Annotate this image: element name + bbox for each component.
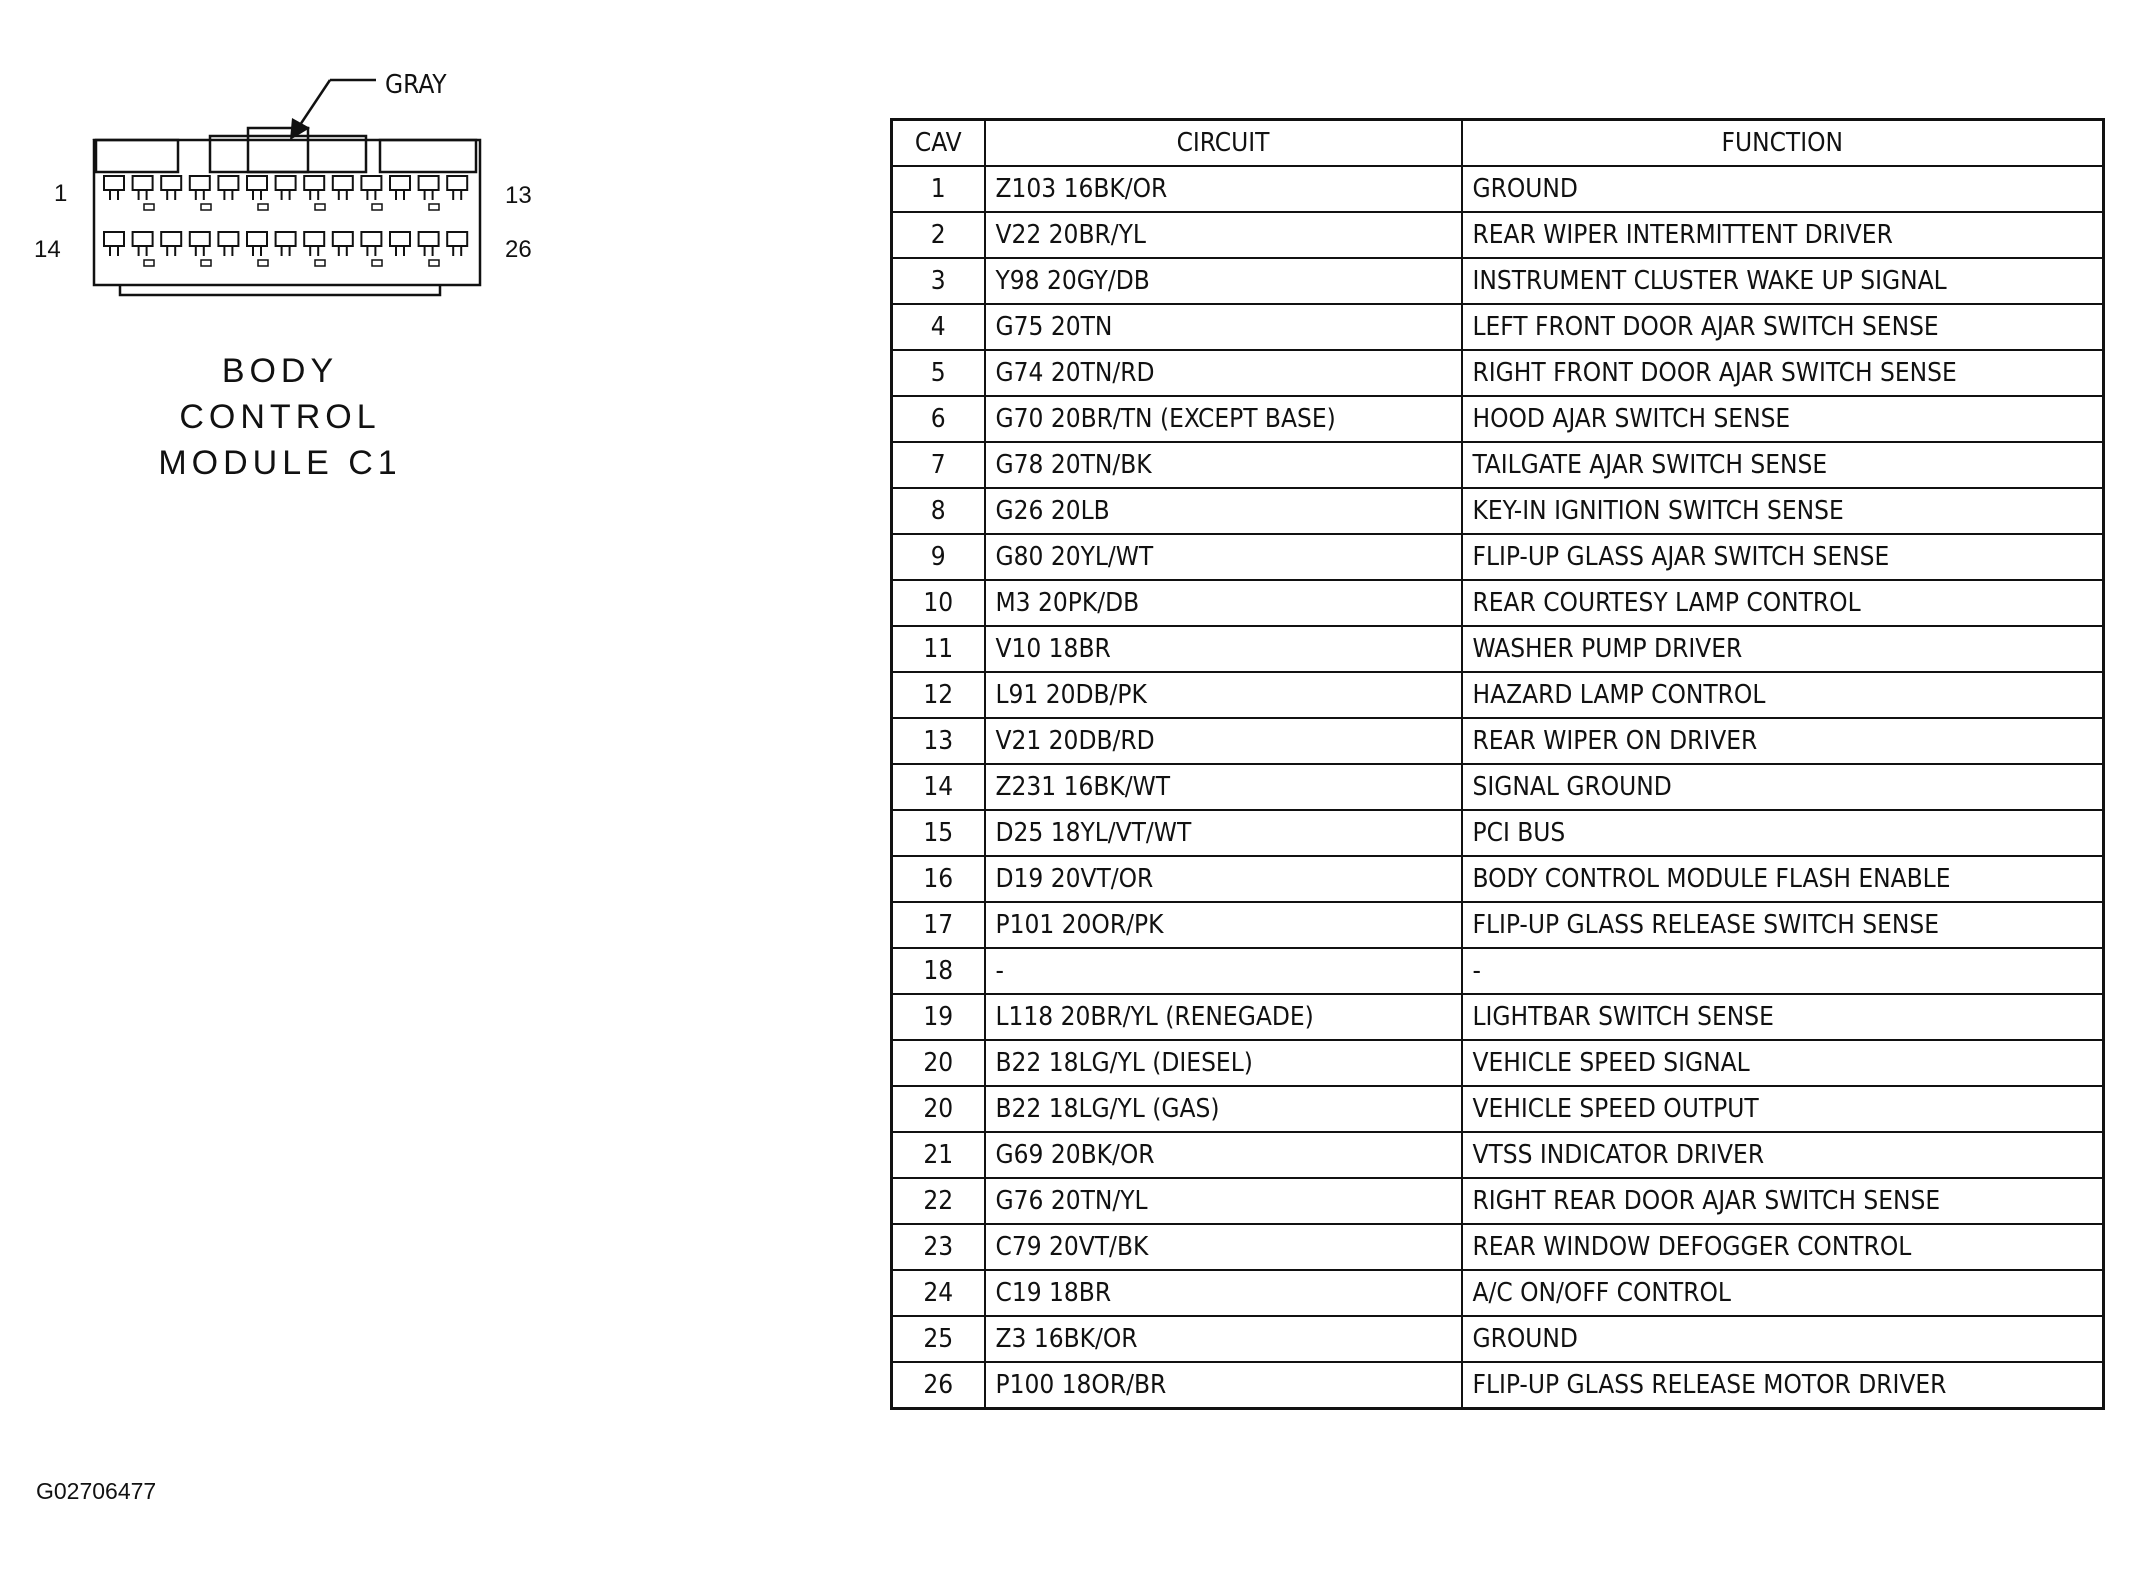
cav-cell: 6 bbox=[892, 396, 985, 442]
function-cell: SIGNAL GROUND bbox=[1462, 764, 2104, 810]
cavity bbox=[190, 232, 210, 246]
table-row bbox=[892, 442, 2104, 488]
cavity-terminal bbox=[139, 190, 147, 200]
cavity bbox=[447, 232, 467, 246]
cavity-terminal bbox=[253, 190, 261, 200]
connector-diagram bbox=[0, 0, 700, 560]
table-row bbox=[892, 1178, 2104, 1224]
circuit-cell: P100 18OR/BR bbox=[985, 1362, 1462, 1409]
cavity bbox=[304, 232, 324, 246]
cav-cell: 3 bbox=[892, 258, 985, 304]
function-cell: REAR WIPER ON DRIVER bbox=[1462, 718, 2104, 764]
cav-cell: 18 bbox=[892, 948, 985, 994]
cavity-terminal bbox=[224, 246, 232, 256]
cavity bbox=[390, 232, 410, 246]
circuit-cell: G26 20LB bbox=[985, 488, 1462, 534]
cav-cell: 2 bbox=[892, 212, 985, 258]
cav-cell: 17 bbox=[892, 902, 985, 948]
function-cell: - bbox=[1462, 948, 2104, 994]
cav-cell: 25 bbox=[892, 1316, 985, 1362]
circuit-cell: C19 18BR bbox=[985, 1270, 1462, 1316]
header-cav: CAV bbox=[892, 120, 985, 167]
circuit-cell: Z3 16BK/OR bbox=[985, 1316, 1462, 1362]
cavity-terminal bbox=[396, 246, 404, 256]
cavity bbox=[304, 176, 324, 190]
circuit-cell: V21 20DB/RD bbox=[985, 718, 1462, 764]
function-cell: REAR WIPER INTERMITTENT DRIVER bbox=[1462, 212, 2104, 258]
function-cell: WASHER PUMP DRIVER bbox=[1462, 626, 2104, 672]
circuit-cell: D19 20VT/OR bbox=[985, 856, 1462, 902]
cavity-terminal bbox=[253, 246, 261, 256]
table-row bbox=[892, 994, 2104, 1040]
circuit-cell: G80 20YL/WT bbox=[985, 534, 1462, 580]
cavity bbox=[247, 176, 267, 190]
connector-title-line-2: CONTROL bbox=[179, 398, 381, 436]
function-cell: GROUND bbox=[1462, 1316, 2104, 1362]
cav-cell: 14 bbox=[892, 764, 985, 810]
cavity-terminal bbox=[310, 246, 318, 256]
circuit-cell: B22 18LG/YL (DIESEL) bbox=[985, 1040, 1462, 1086]
cavity-terminal bbox=[224, 190, 232, 200]
cavity-terminal bbox=[282, 246, 290, 256]
cavity-key bbox=[201, 260, 211, 266]
cav-cell: 8 bbox=[892, 488, 985, 534]
circuit-cell: Y98 20GY/DB bbox=[985, 258, 1462, 304]
cav-cell: 15 bbox=[892, 810, 985, 856]
header-function: FUNCTION bbox=[1462, 120, 2104, 167]
cav-cell: 16 bbox=[892, 856, 985, 902]
circuit-cell: G75 20TN bbox=[985, 304, 1462, 350]
pin-label-bottom-left: 14 bbox=[34, 236, 61, 263]
table-row bbox=[892, 580, 2104, 626]
function-cell: KEY-IN IGNITION SWITCH SENSE bbox=[1462, 488, 2104, 534]
table-row bbox=[892, 488, 2104, 534]
table-row bbox=[892, 212, 2104, 258]
connector-top-tab-right bbox=[380, 140, 476, 172]
table-row bbox=[892, 810, 2104, 856]
cavity-terminal bbox=[110, 190, 118, 200]
cavity bbox=[333, 176, 353, 190]
circuit-cell: G76 20TN/YL bbox=[985, 1178, 1462, 1224]
circuit-cell: L91 20DB/PK bbox=[985, 672, 1462, 718]
cavity-terminal bbox=[196, 190, 204, 200]
cavity-terminal bbox=[396, 190, 404, 200]
cavity-terminal bbox=[310, 190, 318, 200]
connector-lock-tab bbox=[248, 128, 308, 172]
circuit-cell: V10 18BR bbox=[985, 626, 1462, 672]
table-row bbox=[892, 396, 2104, 442]
cavity bbox=[419, 176, 439, 190]
table-row bbox=[892, 764, 2104, 810]
cavity-key bbox=[372, 204, 382, 210]
table-row bbox=[892, 1132, 2104, 1178]
circuit-cell: G69 20BK/OR bbox=[985, 1132, 1462, 1178]
cav-cell: 9 bbox=[892, 534, 985, 580]
pin-label-top-right: 13 bbox=[505, 182, 532, 209]
cav-cell: 4 bbox=[892, 304, 985, 350]
cav-cell: 5 bbox=[892, 350, 985, 396]
pinout-table-body bbox=[892, 166, 2104, 1409]
table-row bbox=[892, 718, 2104, 764]
table-row bbox=[892, 1362, 2104, 1409]
function-cell: TAILGATE AJAR SWITCH SENSE bbox=[1462, 442, 2104, 488]
cav-cell: 20 bbox=[892, 1086, 985, 1132]
connector-body bbox=[94, 140, 480, 285]
cavity-key bbox=[315, 204, 325, 210]
connector-latch bbox=[210, 136, 366, 172]
function-cell: GROUND bbox=[1462, 166, 2104, 212]
cavity bbox=[361, 176, 381, 190]
cavity bbox=[419, 232, 439, 246]
table-row bbox=[892, 258, 2104, 304]
circuit-cell: D25 18YL/VT/WT bbox=[985, 810, 1462, 856]
circuit-cell: Z103 16BK/OR bbox=[985, 166, 1462, 212]
cavity bbox=[104, 176, 124, 190]
cav-cell: 23 bbox=[892, 1224, 985, 1270]
function-cell: LIGHTBAR SWITCH SENSE bbox=[1462, 994, 2104, 1040]
cav-cell: 13 bbox=[892, 718, 985, 764]
cav-cell: 20 bbox=[892, 1040, 985, 1086]
cavity-terminal bbox=[367, 246, 375, 256]
cavity-terminal bbox=[453, 246, 461, 256]
cavity-terminal bbox=[167, 246, 175, 256]
connector-bottom-rail bbox=[120, 285, 440, 295]
cav-cell: 11 bbox=[892, 626, 985, 672]
cavity-key bbox=[372, 260, 382, 266]
function-cell: BODY CONTROL MODULE FLASH ENABLE bbox=[1462, 856, 2104, 902]
cavity bbox=[218, 176, 238, 190]
cavity-terminal bbox=[282, 190, 290, 200]
function-cell: HOOD AJAR SWITCH SENSE bbox=[1462, 396, 2104, 442]
header-circuit: CIRCUIT bbox=[985, 120, 1462, 167]
cavity-key bbox=[144, 204, 154, 210]
function-cell: RIGHT FRONT DOOR AJAR SWITCH SENSE bbox=[1462, 350, 2104, 396]
cavity-terminal bbox=[339, 190, 347, 200]
cav-cell: 21 bbox=[892, 1132, 985, 1178]
cavity bbox=[190, 176, 210, 190]
table-row bbox=[892, 304, 2104, 350]
cavity bbox=[447, 176, 467, 190]
pin-label-bottom-right: 26 bbox=[505, 236, 532, 263]
circuit-cell: C79 20VT/BK bbox=[985, 1224, 1462, 1270]
cav-cell: 19 bbox=[892, 994, 985, 1040]
connector-top-tab bbox=[96, 140, 178, 172]
function-cell: HAZARD LAMP CONTROL bbox=[1462, 672, 2104, 718]
circuit-cell: - bbox=[985, 948, 1462, 994]
cavity-key bbox=[258, 204, 268, 210]
cavity bbox=[276, 176, 296, 190]
cav-cell: 12 bbox=[892, 672, 985, 718]
circuit-cell: V22 20BR/YL bbox=[985, 212, 1462, 258]
cavity-terminal bbox=[110, 246, 118, 256]
connector-color-label: GRAY bbox=[385, 70, 447, 100]
function-cell: VEHICLE SPEED SIGNAL bbox=[1462, 1040, 2104, 1086]
function-cell: RIGHT REAR DOOR AJAR SWITCH SENSE bbox=[1462, 1178, 2104, 1224]
pin-label-top-left: 1 bbox=[54, 180, 68, 207]
cavity-key bbox=[144, 260, 154, 266]
function-cell: FLIP-UP GLASS AJAR SWITCH SENSE bbox=[1462, 534, 2104, 580]
function-cell: VTSS INDICATOR DRIVER bbox=[1462, 1132, 2104, 1178]
table-row bbox=[892, 350, 2104, 396]
cavity bbox=[390, 176, 410, 190]
function-cell: REAR WINDOW DEFOGGER CONTROL bbox=[1462, 1224, 2104, 1270]
table-row bbox=[892, 672, 2104, 718]
function-cell: A/C ON/OFF CONTROL bbox=[1462, 1270, 2104, 1316]
cavity-key bbox=[429, 204, 439, 210]
cavity-key bbox=[429, 260, 439, 266]
cav-cell: 10 bbox=[892, 580, 985, 626]
table-row bbox=[892, 948, 2104, 994]
cavity bbox=[247, 232, 267, 246]
connector-title-line-1: BODY bbox=[221, 352, 339, 390]
cavity bbox=[276, 232, 296, 246]
table-header-row bbox=[892, 120, 2104, 167]
cavity-terminal bbox=[367, 190, 375, 200]
table-row bbox=[892, 1224, 2104, 1270]
pinout-table bbox=[890, 118, 2105, 1410]
cavity-terminal bbox=[139, 246, 147, 256]
cavity bbox=[104, 232, 124, 246]
cavity-terminal bbox=[425, 246, 433, 256]
cavity bbox=[218, 232, 238, 246]
cavity bbox=[161, 232, 181, 246]
figure-id: G02706477 bbox=[36, 1478, 157, 1504]
cavity-terminal bbox=[167, 190, 175, 200]
cavity bbox=[333, 232, 353, 246]
function-cell: FLIP-UP GLASS RELEASE MOTOR DRIVER bbox=[1462, 1362, 2104, 1409]
table-row bbox=[892, 166, 2104, 212]
function-cell: PCI BUS bbox=[1462, 810, 2104, 856]
circuit-cell: G70 20BR/TN (EXCEPT BASE) bbox=[985, 396, 1462, 442]
circuit-cell: G74 20TN/RD bbox=[985, 350, 1462, 396]
circuit-cell: P101 20OR/PK bbox=[985, 902, 1462, 948]
cavity-terminal bbox=[425, 190, 433, 200]
cavity bbox=[133, 176, 153, 190]
table-row bbox=[892, 1316, 2104, 1362]
table-row bbox=[892, 1086, 2104, 1132]
connector-title-line-3: MODULE C1 bbox=[158, 444, 402, 482]
cav-cell: 24 bbox=[892, 1270, 985, 1316]
function-cell: INSTRUMENT CLUSTER WAKE UP SIGNAL bbox=[1462, 258, 2104, 304]
table-row bbox=[892, 1270, 2104, 1316]
gray-arrow-shaft bbox=[298, 80, 330, 128]
cavity-key bbox=[258, 260, 268, 266]
table-row bbox=[892, 626, 2104, 672]
function-cell: FLIP-UP GLASS RELEASE SWITCH SENSE bbox=[1462, 902, 2104, 948]
cav-cell: 1 bbox=[892, 166, 985, 212]
table-row bbox=[892, 1040, 2104, 1086]
circuit-cell: M3 20PK/DB bbox=[985, 580, 1462, 626]
table-row bbox=[892, 534, 2104, 580]
table-row bbox=[892, 856, 2104, 902]
cav-cell: 26 bbox=[892, 1362, 985, 1409]
function-cell: LEFT FRONT DOOR AJAR SWITCH SENSE bbox=[1462, 304, 2104, 350]
function-cell: VEHICLE SPEED OUTPUT bbox=[1462, 1086, 2104, 1132]
cav-cell: 7 bbox=[892, 442, 985, 488]
cavity bbox=[133, 232, 153, 246]
cavity-terminal bbox=[339, 246, 347, 256]
cavity bbox=[361, 232, 381, 246]
circuit-cell: L118 20BR/YL (RENEGADE) bbox=[985, 994, 1462, 1040]
function-cell: REAR COURTESY LAMP CONTROL bbox=[1462, 580, 2104, 626]
circuit-cell: Z231 16BK/WT bbox=[985, 764, 1462, 810]
circuit-cell: B22 18LG/YL (GAS) bbox=[985, 1086, 1462, 1132]
cavity-key bbox=[315, 260, 325, 266]
circuit-cell: G78 20TN/BK bbox=[985, 442, 1462, 488]
cavity-terminal bbox=[453, 190, 461, 200]
cavity-key bbox=[201, 204, 211, 210]
table-row bbox=[892, 902, 2104, 948]
cav-cell: 22 bbox=[892, 1178, 985, 1224]
cavity bbox=[161, 176, 181, 190]
cavity-terminal bbox=[196, 246, 204, 256]
